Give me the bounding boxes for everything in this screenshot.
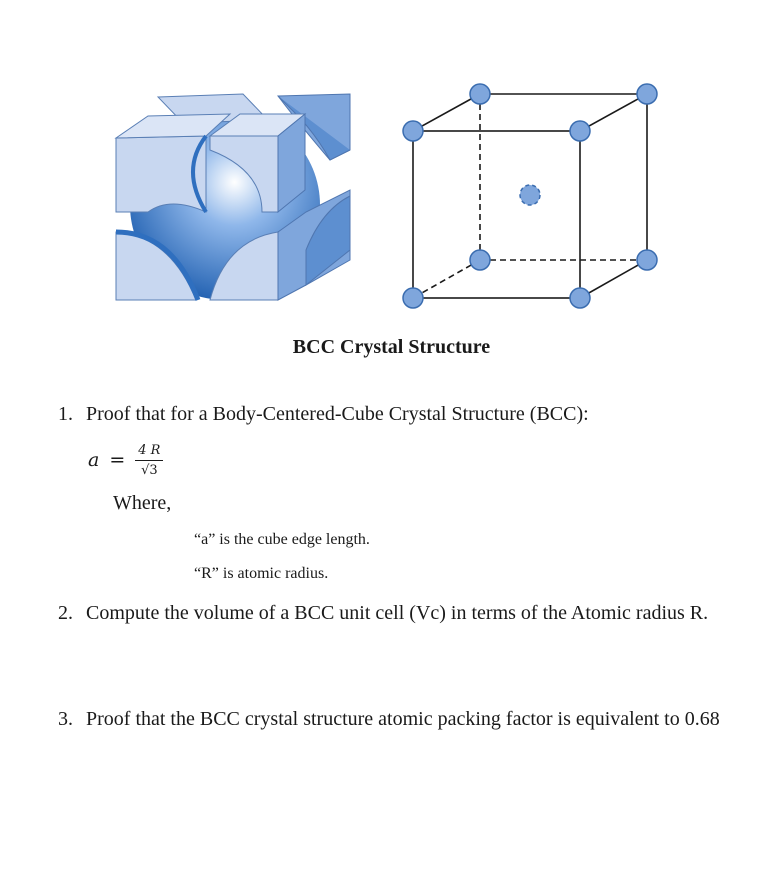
reduced-sphere-atoms [403,84,657,308]
corner-atom [570,121,590,141]
corner-atom [403,288,423,308]
corner-atom [637,250,657,270]
formula-equals: = [109,449,126,471]
question-number: 3. [58,708,73,730]
corner-atom [470,250,490,270]
definition-a: “a” is the cube edge length. [194,531,370,548]
where-label: Where, [113,492,172,514]
question-number: 1. [58,403,73,425]
bcc-diagram [0,0,783,320]
formula-numerator: 4 R [135,443,163,461]
formula-fraction [135,443,163,478]
formula-denominator: √3 [141,462,158,478]
corner-atom [470,84,490,104]
question-text: Proof that for a Body-Centered-Cube Crystal Structure (BCC): [86,403,589,425]
bcc-figure [0,0,783,320]
formula-lhs: a [88,449,100,471]
edge-length-formula [88,440,163,480]
hard-sphere-cell [116,94,350,300]
corner-atom [637,84,657,104]
question-text: Compute the volume of a BCC unit cell (Vc) in terms of the Atomic radius R. [86,602,709,624]
question-text: Proof that the BCC crystal structure atomic packing factor is equivalent to 0.68 [86,708,720,730]
corner-atom [570,288,590,308]
body-center-atom [520,185,540,205]
figure-caption: BCC Crystal Structure [292,336,491,358]
question-number: 2. [58,602,73,624]
definition-r: “R” is atomic radius. [194,565,329,582]
corner-atom [403,121,423,141]
